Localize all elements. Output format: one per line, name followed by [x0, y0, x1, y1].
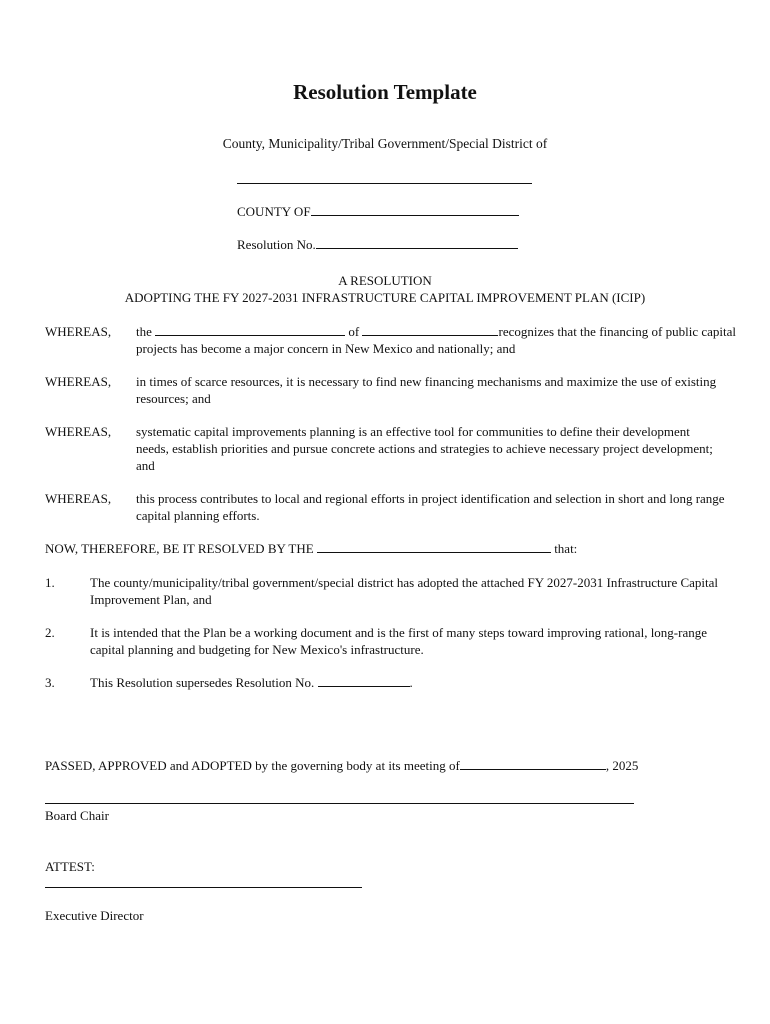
superseded-resolution-blank[interactable]	[318, 674, 410, 687]
resolved-pre: NOW, THEREFORE, BE IT RESOLVED BY THE	[45, 541, 314, 556]
whereas-label: WHEREAS,	[45, 374, 112, 389]
executive-director-label: Executive Director	[45, 908, 144, 923]
whereas-1-post: recognizes that the financing of public capital projects has become a major concern in New Mexico and nationally; and	[136, 324, 737, 356]
county-of-label: COUNTY OF	[237, 204, 311, 219]
entity-name-blank[interactable]	[155, 323, 345, 336]
whereas-label: WHEREAS,	[45, 424, 112, 439]
item-text: It is intended that the Plan be a working document and is the first of many steps toward improving rational, long-range capital planning and budgeting for New Mexico's infrastructure.	[90, 625, 707, 657]
county-of-field	[237, 202, 519, 220]
passed-pre: PASSED, APPROVED and ADOPTED by the governing body at its meeting of	[45, 758, 460, 773]
jurisdiction-name-line[interactable]	[237, 183, 532, 184]
jurisdiction-blank[interactable]	[362, 323, 498, 336]
resolution-number-blank[interactable]	[316, 235, 518, 249]
whereas-label: WHEREAS,	[45, 324, 112, 339]
resolution-number-label: Resolution No.	[237, 237, 316, 252]
board-chair-signature-line[interactable]	[45, 803, 634, 804]
meeting-date-blank[interactable]	[460, 757, 606, 770]
resolution-number-field	[237, 235, 518, 253]
item-number: 3.	[45, 675, 55, 690]
resolution-heading	[0, 272, 770, 306]
jurisdiction-subtitle: County, Municipality/Tribal Government/Special District of	[222, 136, 548, 151]
whereas-label: WHEREAS,	[45, 491, 112, 506]
resolution-heading-line2: ADOPTING THE FY 2027-2031 INFRASTRUCTURE CAPITAL IMPROVEMENT PLAN (ICIP)	[124, 290, 646, 305]
item-3-pre: This Resolution supersedes Resolution No.	[90, 675, 315, 690]
item-3-post: .	[409, 675, 413, 690]
whereas-text	[136, 323, 736, 357]
county-of-blank[interactable]	[311, 202, 519, 216]
document-title: Resolution Template	[293, 80, 477, 104]
executive-director-signature-line[interactable]	[45, 887, 362, 888]
item-number: 1.	[45, 575, 55, 590]
resolved-clause	[45, 540, 735, 557]
whereas-text: this process contributes to local and regional efforts in project identification and selection in short and long range capital planning efforts.	[136, 491, 725, 523]
attest-label: ATTEST:	[45, 859, 95, 874]
whereas-text: systematic capital improvements planning is an effective tool for communities to define their development needs, establish priorities and pursue concrete actions and strategies to achieve necessary project development; and	[136, 424, 713, 473]
board-chair-label: Board Chair	[45, 808, 109, 823]
item-number: 2.	[45, 625, 55, 640]
passed-clause	[45, 757, 735, 774]
item-text	[90, 674, 730, 691]
whereas-1-mid: of	[348, 324, 360, 339]
resolved-post: that:	[554, 541, 578, 556]
whereas-1-pre: the	[136, 324, 152, 339]
passed-post: , 2025	[605, 758, 639, 773]
resolution-heading-line1: A RESOLUTION	[338, 273, 432, 288]
governing-body-blank[interactable]	[317, 540, 551, 553]
item-text: The county/municipality/tribal government/special district has adopted the attached FY 2027-2031 Infrastructure Capital Improvement Plan, and	[90, 575, 719, 607]
whereas-text: in times of scarce resources, it is necessary to find new financing mechanisms and maximize the use of existing resources; and	[136, 374, 717, 406]
